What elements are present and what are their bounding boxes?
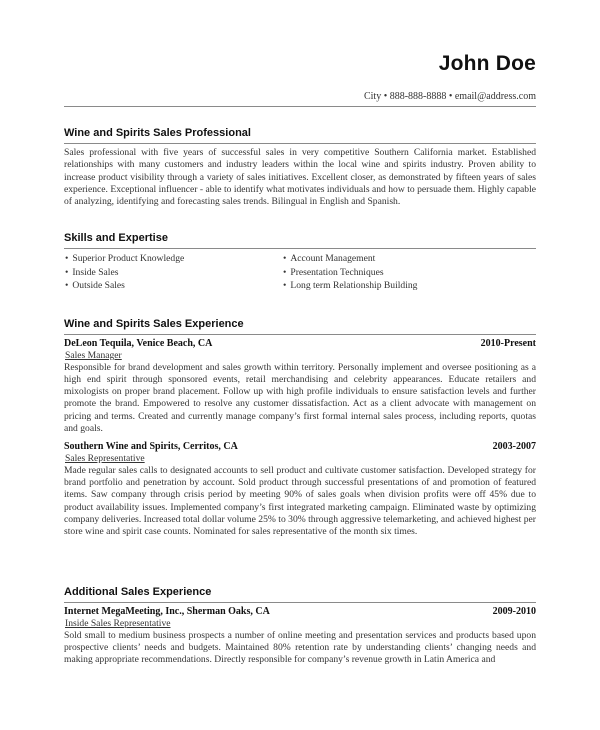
job-entry <box>64 606 536 666</box>
additional-section <box>64 586 536 666</box>
summary-text: Sales professional with five years of successful sales in very competitive Southern California market. Established relationships with many customers and industry leaders within the local wine and spirits industry. Proven ability to increase product visibility through a variety of sales initiatives. Excellent closer, as demonstrated by fifteen years of sales experience. Exceptional influencer - able to identify what motivates individuals and how to persuade them. Highly capable of analyzing, identifying and forecasting sales trends. Bilingual in English and Spanish. <box>64 147 536 208</box>
skill-item: • Inside Sales <box>65 266 283 280</box>
skills-title: Skills and Expertise <box>64 232 168 244</box>
additional-title: Additional Sales Experience <box>64 586 212 598</box>
skills-section <box>64 232 536 293</box>
experience-section <box>64 318 536 539</box>
skill-item: • Account Management <box>283 252 417 266</box>
skill-item: • Outside Sales <box>65 279 283 293</box>
skills-divider <box>64 248 536 249</box>
contact-line: City • 888-888-8888 • email@address.com <box>363 91 536 102</box>
skills-right-column <box>283 252 417 293</box>
job-description: Sold small to medium business prospects a number of online meeting and presentation services and products based upon prospective clients’ needs and budgets. Maintained 80% retention rate by understanding clients’ changing needs and making appropriate recommendations. Directly responsible for company’s revenue growth in Latin America and <box>64 629 536 666</box>
experience-divider <box>64 334 536 335</box>
job-role: Sales Manager <box>65 350 122 361</box>
job-header <box>64 441 536 453</box>
summary-section <box>64 127 536 208</box>
job-company: Internet MegaMeeting, Inc., Sherman Oaks, CA <box>64 606 270 617</box>
job-header <box>64 606 536 618</box>
header-divider <box>64 106 536 107</box>
job-dates: 2010-Present <box>480 338 536 349</box>
skills-left-column <box>64 252 283 293</box>
job-dates: 2003-2007 <box>492 441 536 453</box>
job-header <box>64 338 536 350</box>
skill-item: • Presentation Techniques <box>283 266 417 280</box>
job-company: Southern Wine and Spirits, Cerritos, CA <box>64 441 238 453</box>
skills-list <box>64 252 536 293</box>
summary-title: Wine and Spirits Sales Professional <box>64 127 251 139</box>
job-dates: 2009-2010 <box>492 606 536 617</box>
job-company: DeLeon Tequila, Venice Beach, CA <box>64 338 213 349</box>
skill-item: • Long term Relationship Building <box>283 279 417 293</box>
job-entry <box>64 338 536 435</box>
summary-divider <box>64 143 536 144</box>
job-role: Inside Sales Representative <box>65 618 171 629</box>
job-entry <box>64 441 536 538</box>
job-description: Made regular sales calls to designated accounts to sell product and cultivate customer satisfaction. Developed strategy for brand portfolio and penetration by account. Sold product through successful presentations of and promotion of featured items. Saw company through crisis period by meeting 90% of sales goals when division profits were off 45% due to product availability issues. Implemented company’s first integrated marketing campaign. Eliminated waste by optimizing company deliveries. Increased total dollar volume 25% to 30% through aggressive telemarketing, and achieved highest per store wine and spirit case counts. Nominated for sales representative of the month six times. <box>64 464 536 538</box>
additional-divider <box>64 602 536 603</box>
skill-item: • Superior Product Knowledge <box>65 252 283 266</box>
job-description: Responsible for brand development and sales growth within territory. Personally implement and oversee positioning as a high end spirit through sponsored events, retail merchandising and celebrity appearances. Educate retailers and mixologists on proper brand placement. Follow up with high profile individuals to ensure satisfaction levels and further promote the brand. Empowered to resolve any customer dissatisfaction. Act as a client advocate with management on pricing and terms. Created and currently manage company’s first formal internal sales process, including reports, quotas and goals. <box>64 361 536 434</box>
experience-title: Wine and Spirits Sales Experience <box>64 318 244 330</box>
job-role: Sales Representative <box>65 453 145 465</box>
candidate-name: John Doe <box>438 52 536 75</box>
